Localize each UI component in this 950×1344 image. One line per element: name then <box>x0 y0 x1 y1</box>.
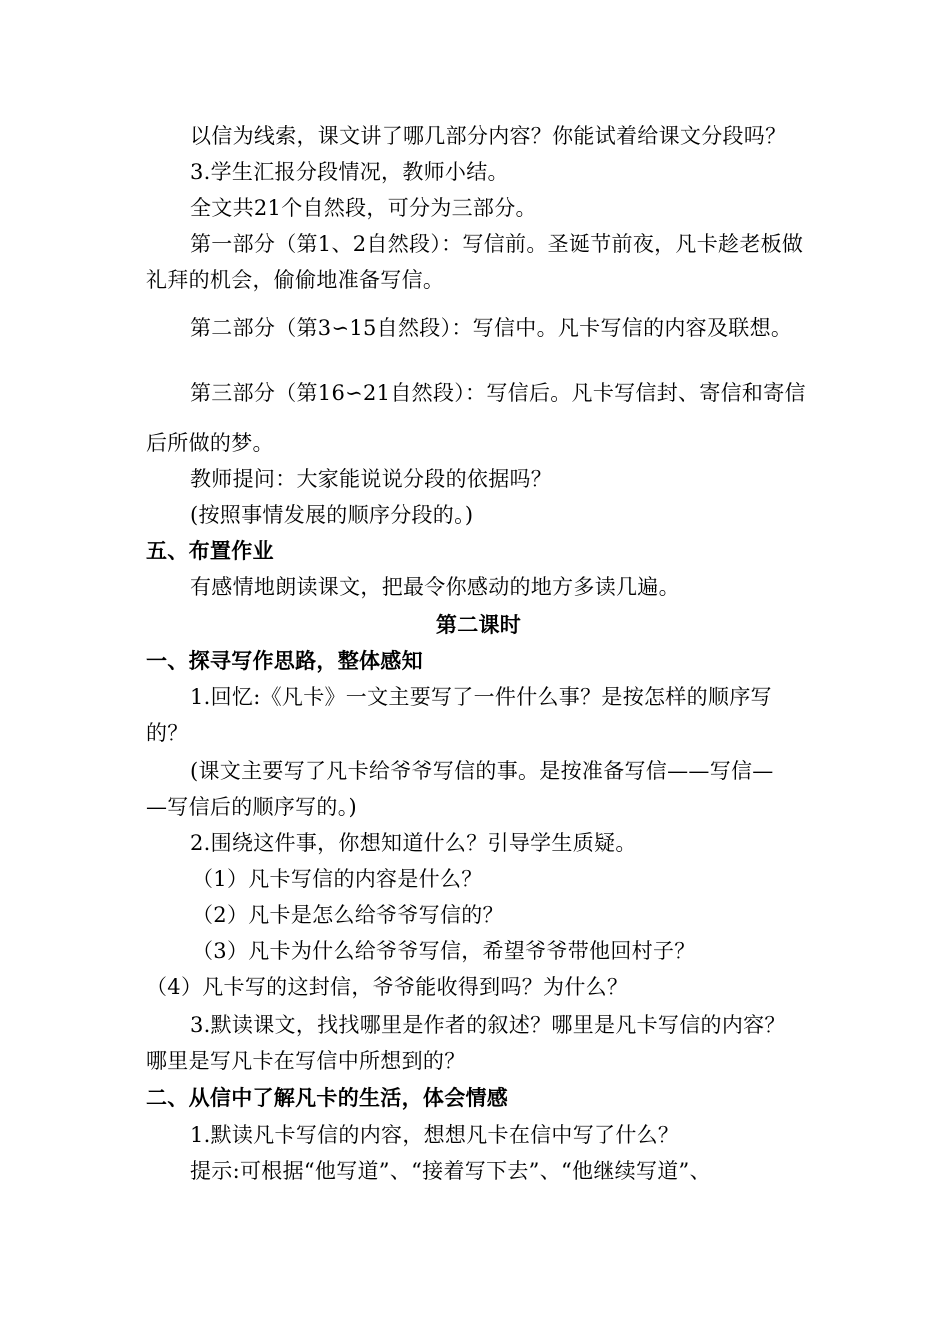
section-heading: 五、布置作业 <box>146 539 274 563</box>
text-line: 的？ <box>146 721 189 745</box>
text-line: 第一部分（第1、2自然段）：写信前。圣诞节前夜，凡卡趁老板做 <box>190 232 804 256</box>
text-line: 3.默读课文，找找哪里是作者的叙述？哪里是凡卡写信的内容？ <box>190 1013 786 1037</box>
text-line: 第二部分（第3∽15自然段）：写信中。凡卡写信的内容及联想。 <box>190 316 793 340</box>
text-line: 提示:可根据“他写道”、“接着写下去”、“他继续写道”、 <box>190 1159 711 1183</box>
list-item: （3）凡卡为什么给爷爷写信，希望爷爷带他回村子？ <box>192 939 696 963</box>
section-heading: 一、探寻写作思路，整体感知 <box>146 649 423 673</box>
lesson-title: 第二课时 <box>435 613 522 637</box>
text-line: 以信为线索，课文讲了哪几部分内容？你能试着给课文分段吗？ <box>190 124 787 148</box>
text-line: (课文主要写了凡卡给爷爷写信的事。是按准备写信——写信— <box>190 759 774 783</box>
list-item: （2）凡卡是怎么给爷爷写信的？ <box>192 903 504 927</box>
text-line: 后所做的梦。 <box>146 431 274 455</box>
text-line: 教师提问：大家能说说分段的依据吗？ <box>190 467 553 491</box>
text-line: 1.回忆:《凡卡》一文主要写了一件什么事？是按怎样的顺序写 <box>190 685 772 709</box>
section-heading: 二、从信中了解凡卡的生活，体会情感 <box>146 1086 509 1110</box>
list-item: （1）凡卡写信的内容是什么？ <box>192 867 483 891</box>
text-line: 第三部分（第16∽21自然段）：写信后。凡卡写信封、寄信和寄信 <box>190 381 806 405</box>
text-line: —写信后的顺序写的。) <box>146 795 357 819</box>
text-line: 礼拜的机会，偷偷地准备写信。 <box>146 268 445 292</box>
text-line: 3.学生汇报分段情况，教师小结。 <box>190 160 509 184</box>
text-line: (按照事情发展的顺序分段的。) <box>190 503 474 527</box>
text-line: 有感情地朗读课文，把最令你感动的地方多读几遍。 <box>190 575 680 599</box>
text-line: 1.默读凡卡写信的内容，想想凡卡在信中写了什么？ <box>190 1123 680 1147</box>
list-item: （4）凡卡写的这封信，爷爷能收得到吗？为什么？ <box>146 975 629 999</box>
text-line: 全文共21个自然段，可分为三部分。 <box>190 196 537 220</box>
text-line: 哪里是写凡卡在写信中所想到的？ <box>146 1049 466 1073</box>
text-line: 2.围绕这件事，你想知道什么？引导学生质疑。 <box>190 831 637 855</box>
